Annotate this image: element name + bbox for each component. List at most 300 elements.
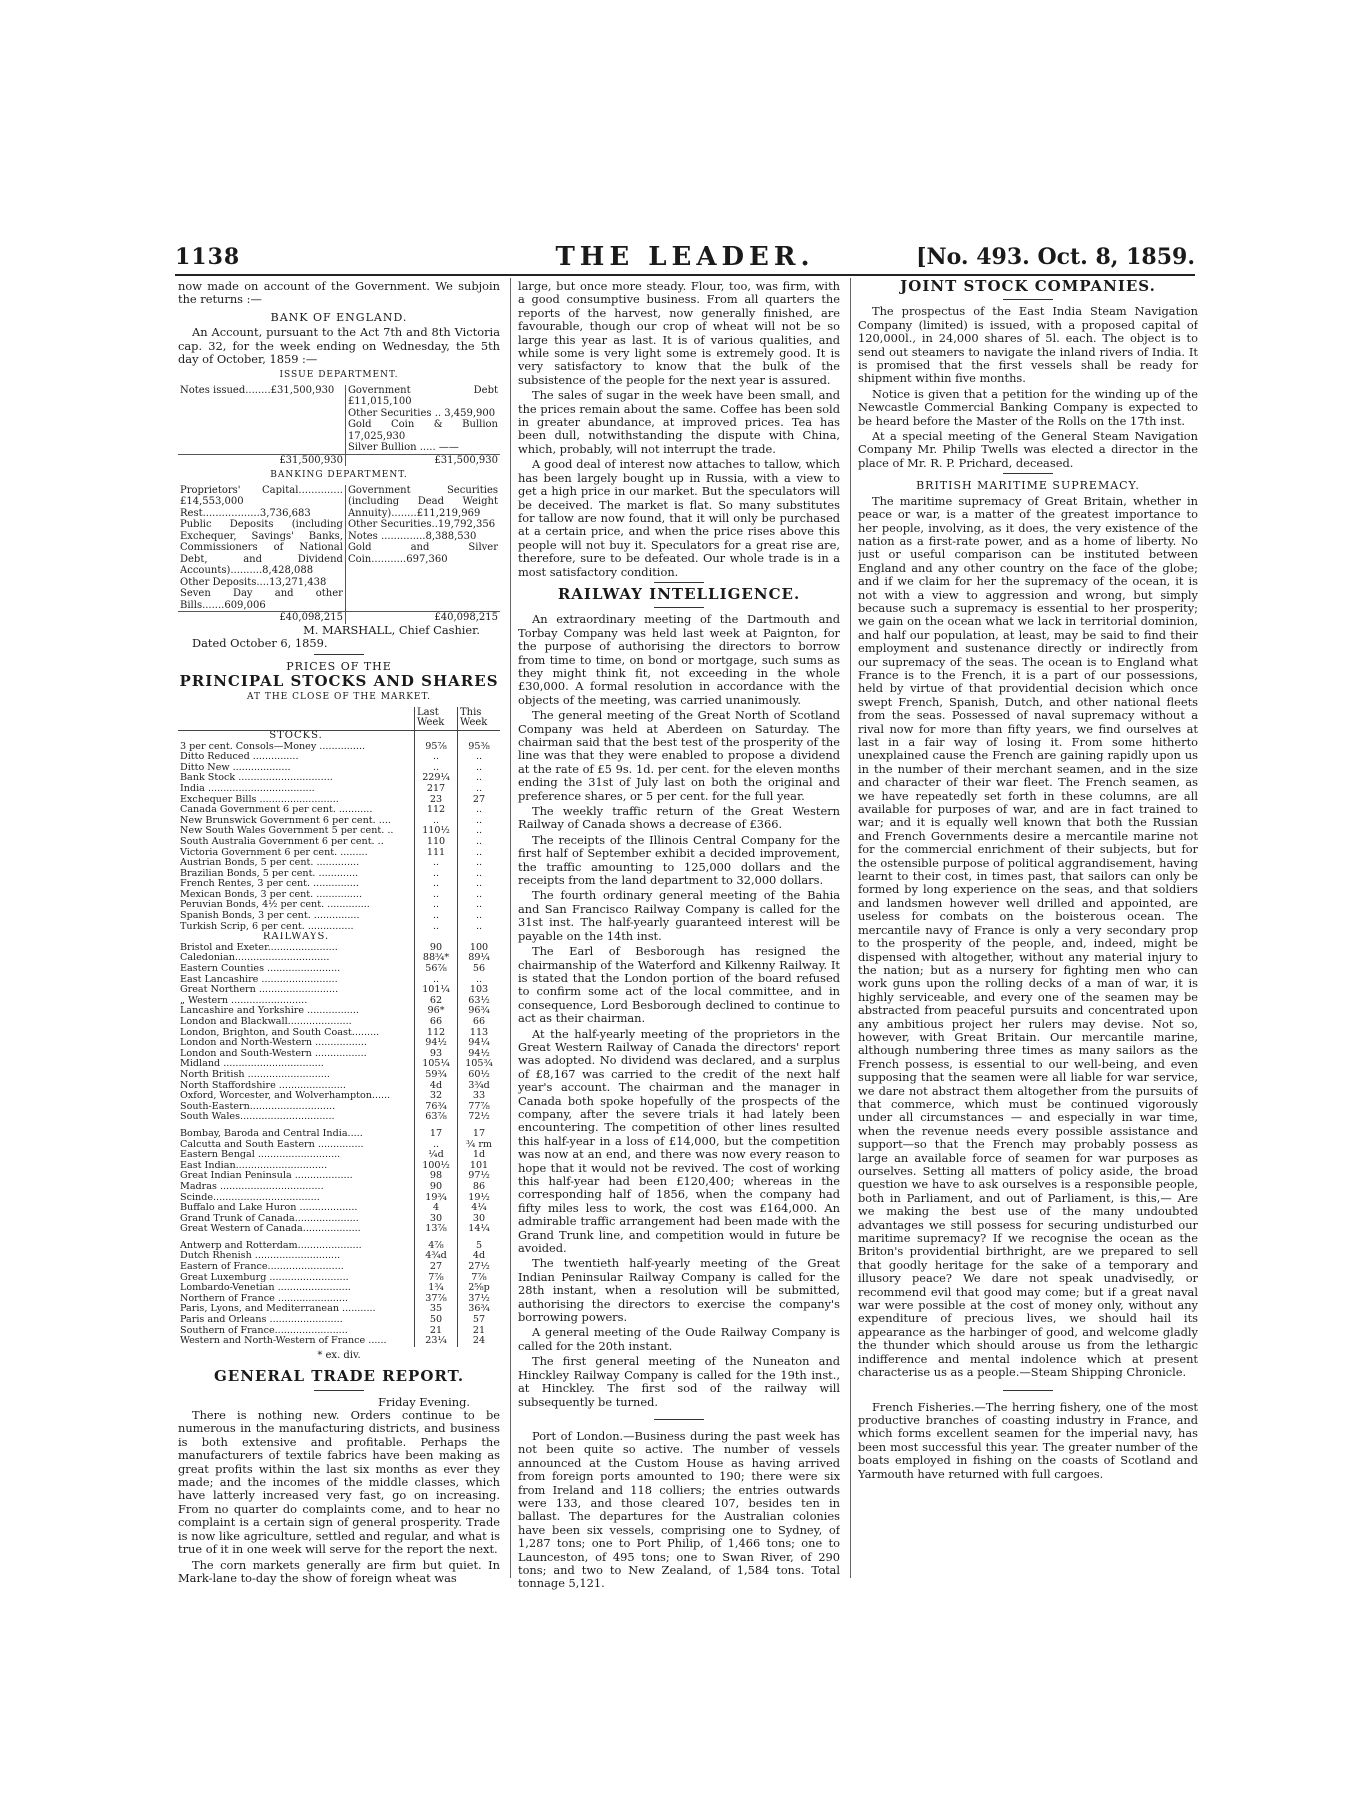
trade-paragraph: The corn markets generally are firm but quiet. In Mark-lane to-day the show of foreign wheat was (178, 1557, 500, 1585)
last-week-price: 88¾* (415, 953, 458, 964)
table-row (178, 826, 500, 837)
security-name: Southern of France........................ (180, 1325, 348, 1336)
this-week-price: .. (458, 805, 501, 816)
last-week-price: 23 (415, 795, 458, 806)
this-week-price: 5 (458, 1241, 501, 1252)
this-week-price: .. (458, 826, 501, 837)
security-name: East Lancashire ......................... (180, 974, 338, 985)
table-row (178, 890, 500, 901)
this-week-price: 27 (458, 795, 501, 806)
security-name: East Indian.............................. (180, 1160, 328, 1171)
last-week-price: 50 (415, 1315, 458, 1326)
table-row (178, 1006, 500, 1017)
empty-cell (458, 932, 501, 943)
table-row (178, 1038, 500, 1049)
divider (314, 1390, 364, 1391)
security-name: Great Western of Canada................... (180, 1224, 361, 1235)
table-row (178, 784, 500, 795)
this-week-price: .. (458, 890, 501, 901)
this-week-price: 103 (458, 985, 501, 996)
table-row (178, 1283, 500, 1294)
security-name: Austrian Bonds, 5 per cent. .............. (180, 858, 360, 869)
security-name: North British ........................... (180, 1069, 330, 1080)
this-week-price: 89¼ (458, 953, 501, 964)
last-week-header: Last Week (415, 707, 458, 731)
divider (654, 607, 704, 608)
this-week-price: 7⅞ (458, 1273, 501, 1284)
trade-paragraph: A good deal of interest now attaches to tallow, which has been largely bought up in Russia, with a view to get a high price in our market. But the speculators will be deceived. The market is flat. So many substitutes for tallow are now found, that it will only be purchased at a certain price, and when the price rises above this people will not buy it. Speculators for a great rise are, therefore, sure to be defeated. Our whole trade is in a most satisfactory condition. (518, 457, 840, 579)
port-of-london-paragraph: Port of London.—Business during the past week has not been quite so active. The number of vessels announced at the Custom House as having arrived from foreign ports amounted to 190; there were six from Ireland and 118 colliers; the entries outwards were 133, and those cleared 107, besides ten in ballast. The departures for the Australian colonies have been six vessels, comprising one to Sydney, of 1,287 tons; one to Port Philip, of 1,466 tons; one to Launceston, of 495 tons; one to Swan River, of 290 tons; and two to New Zealand, of 1,584 tons. Total tonnage 5,121. (518, 1428, 840, 1590)
railway-paragraph: At the half-yearly meeting of the proprietors in the Great Western Railway of Canada the directors' report was adopted. No dividend was declared, and a surplus of £8,167 was carried to the credit of the next half year's account. The chairman and the manager in Canada both spoke hopefully of the prospects of the company, after the severe trials it had lately been encountering. The competition of other lines resulted this half-year in a loss of £14,000, but the competition was now at an end, and there was now every reason to hope that it would not be revived. The cost of working this half-year had been £120,400; whereas in the corresponding half of 1856, when the company had fifty miles less to work, the cost was £164,000. An admirable traffic arrangement had been made with the Grand Trunk line, and competition would in future be avoided. (518, 1026, 840, 1256)
column-rule (510, 278, 511, 1578)
table-row (178, 975, 500, 986)
this-week-price: .. (458, 763, 501, 774)
last-week-price: 1¾ (415, 1283, 458, 1294)
banking-left-total: £40,098,215 (178, 612, 345, 624)
column-2 (518, 280, 840, 1590)
this-week-price: 4¼ (458, 1203, 501, 1214)
table-row (178, 752, 500, 763)
security-name: London, Brighton, and South Coast......... (180, 1027, 380, 1038)
this-week-price: 27½ (458, 1262, 501, 1273)
railway-paragraph: The Earl of Besborough has resigned the chairmanship of the Waterford and Kilkenny Railway. It is stated that the London portion of the board refused to confirm some act of the local committee, and in consequence, Lord Besborough declined to continue to act as their chairman. (518, 944, 840, 1026)
joint-stock-paragraph: The prospectus of the East India Steam Navigation Company (limited) is issued, with a proposed capital of 120,000l., in 24,000 shares of 5l. each. The object is to send out steamers to navigate the inland rivers of India. It is promised that the first vessels shall be ready for shipment within five months. (858, 304, 1198, 386)
banking-item-value: 19,792,356 (437, 519, 496, 531)
table-row (178, 879, 500, 890)
this-week-price: .. (458, 848, 501, 859)
railway-paragraph: A general meeting of the Oude Railway Company is called for the 20th instant. (518, 1325, 840, 1353)
table-row (178, 1214, 500, 1225)
security-name: Northern of France ....................... (180, 1293, 349, 1304)
last-week-price: 62 (415, 996, 458, 1007)
table-row (178, 1171, 500, 1182)
banking-item-value: £11,219,969 (416, 507, 481, 519)
this-week-price: 14¼ (458, 1224, 501, 1235)
last-week-price: 4⅞ (415, 1241, 458, 1252)
security-name: 3 per cent. Consols—Money ............... (180, 741, 366, 752)
security-name: Eastern Bengal ........................... (180, 1150, 341, 1161)
last-week-price: .. (415, 890, 458, 901)
prices-of-the: PRICES OF THE (286, 659, 392, 673)
issue-right-total: £31,500,930 (345, 454, 500, 466)
security-name: Dutch Rhenish ............................ (180, 1251, 341, 1262)
table-row (178, 1294, 500, 1305)
banking-item-label: Seven Day and other Bills....... (180, 588, 343, 611)
security-name: Brazilian Bonds, 5 per cent. ............. (180, 868, 359, 879)
table-row (178, 1112, 500, 1123)
this-week-price: 63½ (458, 996, 501, 1007)
bank-account-text: An Account, pursuant to the Act 7th and 8th Victoria cap. 32, for the week ending on Wednesday, the 5th day of October, 1859 :— (178, 325, 500, 367)
table-row (178, 911, 500, 922)
issue-department-table (178, 385, 500, 467)
this-week-price: .. (458, 837, 501, 848)
railway-paragraph: The fourth ordinary general meeting of the Bahia and San Francisco Railway Company is called for the 31st inst. The half-yearly guaranteed interest will be payable on the 14th inst. (518, 888, 840, 943)
this-week-price: ¾ rm (458, 1140, 501, 1151)
banking-department-table (178, 485, 500, 624)
table-row (178, 1193, 500, 1204)
stocks-heading: PRINCIPAL STOCKS AND SHARES (179, 671, 499, 690)
section-label: RAILWAYS. (262, 932, 330, 943)
stocks-subheading: AT THE CLOSE OF THE MARKET. (246, 692, 432, 703)
table-row (178, 805, 500, 816)
railway-paragraph: An extraordinary meeting of the Dartmouth and Torbay Company was held last week at Paignton, for the purpose of authorising the directors to borrow from time to time, on bond or mortgage, such sums as they might think fit, not exceeding in the whole £30,000. A formal resolution in accordance with the objects of the meeting, was carried unanimously. (518, 612, 840, 707)
last-week-price: 95⅞ (415, 742, 458, 753)
table-row (178, 795, 500, 806)
empty-cell (415, 730, 458, 741)
this-week-price: 95⅜ (458, 742, 501, 753)
railway-paragraph: The twentieth half-yearly meeting of the Great Indian Peninsular Railway Company is called for the 28th instant, when a resolution will be submitted, authorising the directors to exercise the company's borrowing powers. (518, 1256, 840, 1325)
table-row (178, 1336, 500, 1347)
security-name: London and South-Western ................. (180, 1048, 367, 1059)
table-row (178, 996, 500, 1007)
security-name: Buffalo and Lake Huron ................... (180, 1203, 358, 1214)
issue-item-label: Gold Coin & Bullion (347, 419, 498, 431)
this-week-price: .. (458, 784, 501, 795)
security-name: South-Eastern............................ (180, 1101, 336, 1112)
security-name: Bombay, Baroda and Central India..... (180, 1128, 363, 1139)
joint-stock-paragraph: At a special meeting of the General Steam Navigation Company Mr. Philip Twells was elected a director in the place of Mr. R. P. Prichard, deceased. (858, 429, 1198, 470)
table-row (178, 1081, 500, 1092)
divider (1003, 1390, 1053, 1391)
banking-item-label: Other Securities.. (347, 519, 438, 531)
security-name: French Rentes, 3 per cent. ............... (180, 879, 359, 890)
security-name: Oxford, Worcester, and Wolverhampton...... (180, 1091, 391, 1102)
banking-department-heading: BANKING DEPARTMENT. (270, 470, 408, 481)
banking-item-label: Rest.................. (180, 507, 260, 519)
this-week-price: 33 (458, 1091, 501, 1102)
divider (314, 654, 364, 655)
table-row (178, 953, 500, 964)
security-name: Calcutta and South Eastern ............... (180, 1139, 364, 1150)
railway-paragraph: The receipts of the Illinois Central Company for the first half of September exhibit a decided improvement, the traffic amounting to 125,000 dollars and the receipts from the land department to 32,000 dollars. (518, 832, 840, 888)
security-name: South Australia Government 6 per cent. .. (180, 836, 384, 847)
column-rule (850, 278, 851, 1578)
railway-paragraph: The first general meeting of the Nuneaton and Hinckley Railway Company is called for the 19th inst., at Hinckley. The first sod of the railway will subsequently be turned. (518, 1354, 840, 1409)
last-week-price: 23¼ (415, 1336, 458, 1347)
last-week-price: 21 (415, 1326, 458, 1337)
security-name: Spanish Bonds, 3 per cent. ............... (180, 911, 360, 922)
issue-item-label: Other Securities .. (347, 407, 442, 419)
last-week-price: 30 (415, 1214, 458, 1225)
table-row (178, 816, 500, 827)
table-row (178, 1059, 500, 1070)
divider (1003, 473, 1053, 474)
this-week-price: 24 (458, 1336, 501, 1347)
last-week-price: 76¾ (415, 1102, 458, 1113)
table-row (178, 1182, 500, 1193)
security-name: Great Luxemburg .......................... (180, 1272, 349, 1283)
last-week-price: 105¼ (415, 1059, 458, 1070)
divider (654, 582, 704, 583)
security-name: India ................................... (180, 783, 315, 794)
empty-cell (415, 932, 458, 943)
last-week-price: 27 (415, 1262, 458, 1273)
banking-item-value: £14,553,000 (180, 496, 244, 508)
security-name: Victoria Government 6 per cent. ......... (180, 847, 368, 858)
table-row (178, 1304, 500, 1315)
column-3 (858, 280, 1198, 1590)
this-week-price: 3¾d (458, 1081, 501, 1092)
page-number: 1138 (175, 244, 241, 270)
trade-paragraph: The sales of sugar in the week have been small, and the prices remain about the same. Coffee has been sold in greater abundance, at improved prices. Tea has been dull, notwithstanding the dispute with China, which, probably, will not interrupt the trade. (518, 388, 840, 456)
security-name: Turkish Scrip, 6 per cent. ............... (180, 921, 354, 932)
this-week-price: 30 (458, 1214, 501, 1225)
last-week-price: .. (415, 752, 458, 763)
security-name: „ Western ......................... (180, 995, 308, 1006)
last-week-price: 37⅞ (415, 1294, 458, 1305)
last-week-price: 98 (415, 1171, 458, 1182)
this-week-price: .. (458, 911, 501, 922)
security-name: Midland ................................. (180, 1059, 324, 1070)
column-1 (178, 280, 500, 1590)
security-name: Peruvian Bonds, 4½ per cent. .............. (180, 900, 370, 911)
friday-evening: Friday Evening. (378, 1394, 470, 1409)
table-row (178, 869, 500, 880)
last-week-price: .. (415, 922, 458, 933)
this-week-price: .. (458, 752, 501, 763)
banking-item-value: 8,428,088 (262, 565, 314, 577)
last-week-price: 56⅞ (415, 964, 458, 975)
this-week-price: 19½ (458, 1193, 501, 1204)
stocks-name-header (178, 707, 415, 731)
empty-cell (458, 730, 501, 741)
this-week-price: 57 (458, 1315, 501, 1326)
security-name: Paris and Orleans ........................ (180, 1315, 343, 1326)
table-row (178, 1326, 500, 1337)
security-name: Grand Trunk of Canada..................... (180, 1213, 359, 1224)
last-week-price: 59¾ (415, 1070, 458, 1081)
divider (1003, 299, 1053, 300)
this-week-price: 56 (458, 964, 501, 975)
this-week-price: 94½ (458, 1049, 501, 1060)
this-week-price: 86 (458, 1182, 501, 1193)
this-week-price: 2⅝p (458, 1283, 501, 1294)
table-row (178, 900, 500, 911)
issue-department-heading: ISSUE DEPARTMENT. (279, 370, 399, 381)
security-name: Madras .................................. (180, 1181, 324, 1192)
security-name: Paris, Lyons, and Mediterranean ........... (180, 1304, 376, 1315)
last-week-price: 101¼ (415, 985, 458, 996)
table-row (178, 922, 500, 933)
banking-item-value: 3,736,683 (259, 507, 311, 519)
last-week-price: .. (415, 879, 458, 890)
last-week-price: 66 (415, 1017, 458, 1028)
security-name: Lancashire and Yorkshire ................. (180, 1006, 359, 1017)
this-week-price: .. (458, 900, 501, 911)
last-week-price: 4 (415, 1203, 458, 1214)
this-week-price: .. (458, 879, 501, 890)
last-week-price: 110½ (415, 826, 458, 837)
last-week-price: 110 (415, 837, 458, 848)
this-week-price: 100 (458, 943, 501, 954)
notes-issued-value: £31,500,930 (270, 384, 335, 396)
table-row (178, 1315, 500, 1326)
banking-item-value: 13,271,438 (269, 576, 327, 588)
last-week-price: 96* (415, 1006, 458, 1017)
this-week-price: 21 (458, 1326, 501, 1337)
maritime-supremacy-article: The maritime supremacy of Great Britain, whether in peace or war, is a matter of the greatest importance to her people, involving, as it does, the very existence of the nation as a first-rate power, and as a home of liberty. No just or useful comparison can be instituted between England and any other country on the face of the globe; and if we claim for her the supremacy of the ocean, it is not with a view to aggression and wrong, but simply because such a supremacy is essential to her prosperity; we gain on the ocean what we lack in territorial dominion, and half our population, at least, may be said to find their employment and sustenance directly or indirectly from our supremacy of the seas. The ocean is to England what France is to the French, it is a part of our possessions, held by virtue of that providential decision which once swept French, Spanish, Dutch, and other national fleets from the seas. Possessed of naval supremacy without a rival now for more than fifty years, we find ourselves at last in a fair way of losing it. From some hitherto unexplained cause the French are gaining rapidly upon us in the number of their merchant seamen, and in the size and character of their war fleet. The French seamen, as we have repeatedly set forth in these columns, are all available for purposes of war, and are in fact trained to war; and it is equally well known that both the Russian and French Governments desire a mercantile marine not for the commercial enrichment of their subjects, but for the ostensible purpose of political aggrandisement, having learnt to their cost, in times past, that sailors can only be formed by long experience on the seas, and that soldiers and landsmen however well drilled and appointed, are useless for combats on the boisterous ocean. The mercantile navy of France is only a very secondary prop to the prosperity of the people, and, indeed, might be dispensed with altogether, without any material injury to the nation; but as a nursery for fighting men who can work guns upon the rolling decks of a man of war, it is highly serviceable, and every one of the seamen may be abstracted from peaceful pursuits and concentrated upon any ambitious project her rulers may devise. Not so, however, with Great Britain. Our mercantile marine, although numbering three times as many sailors as the French possess, is essential to our well-being, and even supposing that the seamen were all liable for war service, we dare not abstract them altogether from the pursuits of that commerce, which must be continued vigorously under all circumstances — and especially in war time, when the revenue needs every possible assistance and support—so that the French may probably possess as large an available force of seamen for war purposes as ourselves. Setting all matters of policy aside, the broad question we have to ask ourselves is a responsible people, both in Parliament, and out of Parliament, is this,— Are we making the best use of the many undoubted advantages we still possess for securing undisturbed our maritime supremacy? If we recognise the ocean as the Briton's providential birthright, are we prepared to sell that goodly heritage for the sake of a temporary and illusory peace? We dare not speak unadvisedly, or recommend evil that good may come; but if a great naval war were possible at the cost of money only, without any expenditure of precious lives, we should hail its appearance as the harbinger of good, and welcome gladly the thunder which should arouse us from the lethargic indifference and mental indolence which at present characterise us as a people.—Steam Shipping Chronicle. (858, 493, 1198, 1380)
banking-item-value: 697,360 (406, 553, 448, 565)
banking-item-label: Proprietors' Capital.............. (180, 484, 343, 496)
table-row (178, 742, 500, 753)
maritime-supremacy-heading: BRITISH MARITIME SUPREMACY. (916, 479, 1140, 493)
last-week-price: 90 (415, 1182, 458, 1193)
issue-left-total: £31,500,930 (178, 454, 345, 466)
banking-item-label: Other Deposits.... (180, 576, 270, 588)
last-week-price: 13⅞ (415, 1224, 458, 1235)
security-name: Canada Government 6 per cent. ........... (180, 805, 373, 816)
security-name: New Brunswick Government 6 per cent. .... (180, 815, 391, 826)
banking-item-value: 609,006 (224, 599, 266, 611)
last-week-price: 229¼ (415, 773, 458, 784)
last-week-price: .. (415, 858, 458, 869)
last-week-price: .. (415, 975, 458, 986)
issue-item-value: 3,459,900 (444, 407, 496, 419)
stocks-section-heading (178, 932, 500, 943)
last-week-price: 90 (415, 943, 458, 954)
security-name: Mexican Bonds, 3 per cent. ............... (180, 889, 363, 900)
last-week-price: 4¾d (415, 1251, 458, 1262)
this-week-price: 77⅞ (458, 1102, 501, 1113)
ex-div-footnote: * ex. div. (317, 1349, 361, 1361)
this-week-price: 60½ (458, 1070, 501, 1081)
table-row (178, 848, 500, 859)
security-name: Antwerp and Rotterdam..................... (180, 1240, 362, 1251)
table-row (178, 1203, 500, 1214)
this-week-price: 17 (458, 1129, 501, 1140)
last-week-price: .. (415, 869, 458, 880)
last-week-price: 94½ (415, 1038, 458, 1049)
last-week-price: 100½ (415, 1161, 458, 1172)
this-week-price: 94¼ (458, 1038, 501, 1049)
table-row (178, 1161, 500, 1172)
joint-stock-heading: JOINT STOCK COMPANIES. (900, 280, 1156, 295)
trade-paragraph: large, but once more steady. Flour, too, was firm, with a good consumptive business. From all quarters the reports of the harvest, now generally finished, are favourable, though our crop of wheat will not be so large this year as last. It is of various qualities, and while some is very light some is extremely good. It is very satisfactory to know that the bulk of the subsistence of the people for the next year is assured. (518, 280, 840, 387)
table-row (178, 1129, 500, 1140)
this-week-price: 72½ (458, 1112, 501, 1123)
last-week-price: 35 (415, 1304, 458, 1315)
security-name: New South Wales Government 5 per cent. .. (180, 826, 394, 837)
banking-item-label: Notes .............. (347, 530, 426, 542)
this-week-price: 37½ (458, 1294, 501, 1305)
security-name: North Staffordshire ...................... (180, 1080, 346, 1091)
security-name: Eastern of France......................... (180, 1262, 344, 1273)
security-name: London and Blackwall..................... (180, 1017, 352, 1027)
this-week-price: 36¾ (458, 1304, 501, 1315)
table-row (178, 1102, 500, 1113)
this-week-price: 96¾ (458, 1006, 501, 1017)
last-week-price: 19¾ (415, 1193, 458, 1204)
issue-item-value: £11,015,100 (347, 396, 412, 408)
issue-item-label: Government Debt (347, 384, 498, 396)
table-row (178, 773, 500, 784)
this-week-price: .. (458, 975, 501, 986)
security-name: Great Indian Peninsula ................... (180, 1171, 353, 1182)
security-name: Bristol and Exeter....................... (180, 942, 338, 953)
last-week-price: ¼d (415, 1150, 458, 1161)
chief-cashier-signature: M. MARSHALL, Chief Cashier. (303, 622, 480, 637)
this-week-price: 101 (458, 1161, 501, 1172)
bank-title: BANK OF ENGLAND. (270, 310, 408, 324)
stocks-table (178, 707, 500, 1347)
railway-paragraph: The general meeting of the Great North of Scotland Company was held at Aberdeen on Saturday. The chairman said that the best test of the prosperity of the line was that they were enabled to propose a dividend at the rate of £5 9s. 1d. per cent. for the eleven months ending the 31st of July last on both the original and preference shares, or 5 per cent. for the full year. (518, 708, 840, 803)
this-week-price: 4d (458, 1251, 501, 1262)
banking-item-value: 8,388,530 (425, 530, 477, 542)
security-name: Caledonian............................... (180, 953, 330, 964)
table-row (178, 1224, 500, 1235)
last-week-price: 63⅞ (415, 1112, 458, 1123)
table-row (178, 763, 500, 774)
this-week-price: .. (458, 773, 501, 784)
security-name: Lombardo-Venetian ........................ (180, 1283, 351, 1294)
table-row (178, 1241, 500, 1252)
banking-item-label: Public Deposits (including Exchequer, Savings' Banks, Commissioners of National Debt, and Dividend Accounts).......... (180, 519, 343, 577)
table-row (178, 1262, 500, 1273)
security-name: Exchequer Bills .......................... (180, 794, 339, 805)
table-row (178, 858, 500, 869)
railway-intelligence-heading: RAILWAY INTELLIGENCE. (557, 584, 801, 603)
this-week-price: .. (458, 816, 501, 827)
last-week-price: 217 (415, 784, 458, 795)
last-week-price: .. (415, 763, 458, 774)
masthead (175, 244, 1195, 276)
this-week-price: 97½ (458, 1171, 501, 1182)
last-week-price: 112 (415, 805, 458, 816)
security-name: Great Northern .......................... (180, 985, 339, 996)
last-week-price: 32 (415, 1091, 458, 1102)
last-week-price: 111 (415, 848, 458, 859)
issue-item-value: 17,025,930 (347, 430, 406, 442)
security-name: Eastern Counties ........................ (180, 964, 341, 975)
banking-item-label: Gold and Silver Coin........... (347, 542, 498, 565)
security-name: London and North-Western ................. (180, 1038, 367, 1049)
security-name: Western and North-Western of France ...... (180, 1336, 387, 1347)
last-week-price: 7⅞ (415, 1273, 458, 1284)
table-row (178, 1150, 500, 1161)
table-row (178, 1049, 500, 1060)
table-row (178, 837, 500, 848)
this-week-header: This Week (458, 707, 501, 731)
table-row (178, 1091, 500, 1102)
stocks-section-heading (178, 730, 500, 741)
notes-issued-label: Notes issued........ (180, 384, 271, 396)
this-week-price: .. (458, 869, 501, 880)
security-name: Ditto New ................... (180, 762, 291, 773)
issue-item-label: Silver Bullion ..... (347, 442, 436, 454)
this-week-price: .. (458, 858, 501, 869)
french-fisheries-paragraph: French Fisheries.—The herring fishery, one of the most productive branches of coasting industry in France, and which forms excellent seamen for the imperial navy, has been most successful this year. The greater number of the boats employed in fishing on the coasts of Scotland and Yarmouth have returned with full cargoes. (858, 1399, 1198, 1481)
table-row (178, 1140, 500, 1151)
joint-stock-paragraph: Notice is given that a petition for the winding up of the Newcastle Commercial Banking Company is expected to be heard before the Master of the Rolls on the 17th inst. (858, 386, 1198, 428)
last-week-price: .. (415, 911, 458, 922)
last-week-price: 112 (415, 1028, 458, 1039)
banking-item-label: Government Securities (including Dead Weight Annuity)........ (347, 484, 498, 519)
security-name: South Wales............................... (180, 1112, 335, 1123)
dated-line: Dated October 6, 1859. (192, 636, 328, 651)
table-row (178, 1028, 500, 1039)
this-week-price: 105¾ (458, 1059, 501, 1070)
last-week-price: 93 (415, 1049, 458, 1060)
table-row (178, 1017, 500, 1028)
table-row (178, 1273, 500, 1284)
table-row (178, 985, 500, 996)
trade-paragraph: There is nothing new. Orders continue to be numerous in the manufacturing districts, and business is both extensive and profitable. Perhaps the manufacturers of textile fabrics have been making as great profits within the last six months as ever they made; and the incomes of the middle classes, which have latterly increased very fast, go on increasing. From no quarter do complaints come, and to hear no complaint is a certain sign of general prosperity. Trade is now like agriculture, settled and regular, and what is true of it in one week will serve for the report the next. (178, 1408, 500, 1557)
intro-text: now made on account of the Government. We subjoin the returns :— (178, 280, 500, 307)
this-week-price: 113 (458, 1028, 501, 1039)
this-week-price: .. (458, 922, 501, 933)
table-row (178, 1070, 500, 1081)
newspaper-title: THE LEADER. (555, 242, 815, 272)
